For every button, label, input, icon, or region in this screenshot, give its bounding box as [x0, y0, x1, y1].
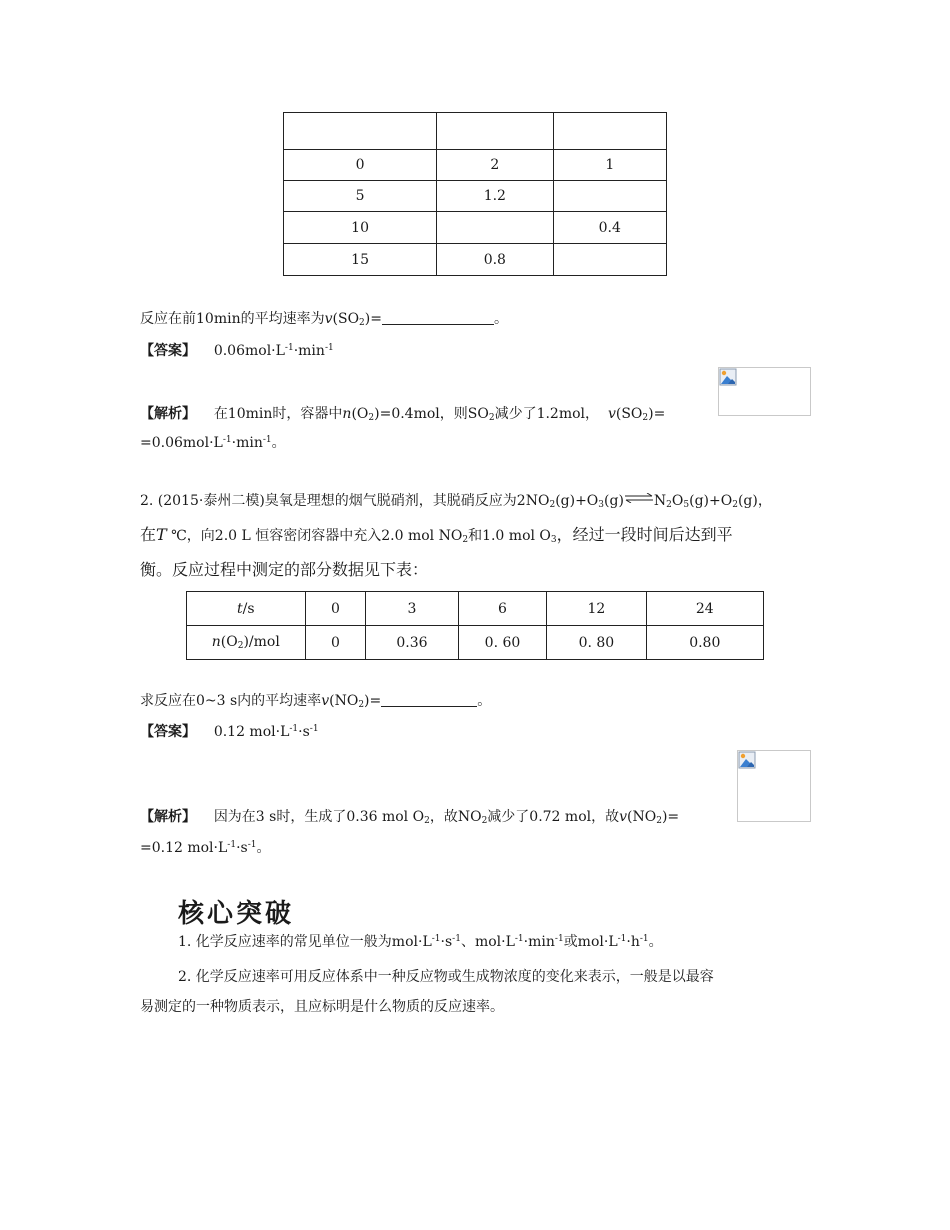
answer-value: 0.12 $mol\cdot L^{-1}\cdot s^{-1}$ [213, 724, 319, 740]
table1-cell: 1.2 [437, 181, 553, 212]
broken-image-icon [719, 368, 737, 386]
broken-image-icon [738, 751, 756, 769]
table1-cell [437, 212, 553, 244]
analysis-label: 【解析】 [140, 406, 196, 422]
answer-label: 【答案】 [140, 343, 196, 359]
q2-stem-line-1: 2. (2015·泰州二模)臭氧是理想的烟气脱硝剂，其脱硝反应为$2NO_2(g)+O_3(g)$ $N_2O_5(g)+O_2(g)$， [140, 493, 772, 510]
table2-cell: 0. 60 [458, 626, 546, 660]
table1-cell: 10 [284, 212, 437, 244]
table1-cell: 5 [284, 181, 437, 212]
data-table-2 [186, 591, 764, 660]
answer-blank[interactable] [381, 692, 477, 707]
analysis-label: 【解析】 [140, 809, 196, 825]
table2-cell: 0.80 [646, 626, 763, 660]
table1-cell [553, 181, 666, 212]
q1-question: 反应在前10min的平均速率为$v(SO_2)=$ 。 [140, 311, 508, 328]
table1-cell: 0.8 [437, 244, 553, 276]
table2-row-label: t/s [187, 592, 306, 626]
formula-image-placeholder [737, 750, 811, 822]
table-row [187, 592, 764, 626]
table1-cell: 2 [437, 150, 553, 181]
table2-row-label: $n(O_2)$/mol [187, 626, 306, 660]
q2-analysis: 【解析】 因为在3 s时，生成了0.36 mol $O_2$，故$NO_2$减少了0.72 mol，故$v(NO_2)=$ [140, 809, 680, 826]
table-row [284, 181, 667, 212]
table2-cell: 0. 80 [547, 626, 646, 660]
core-paragraph-1: 1. 化学反应速率的常见单位一般为$mol\cdot L^{-1}\cdot s^{-1}$、$mol\cdot L^{-1}\cdot\min^{-1}$或$mol\cdot L^{-1}\cdot h^{-1}$。 [178, 934, 663, 950]
table-row [284, 150, 667, 181]
q2-question: 求反应在0~3 s内的平均速率$v(NO_2)=$ 。 [140, 693, 492, 710]
table1-header-cell [553, 113, 666, 150]
table2-cell: 6 [458, 592, 546, 626]
q1-answer [140, 340, 334, 360]
core-paragraph-2-line-1: 2. 化学反应速率可用反应体系中一种反应物或生成物浓度的变化来表示，一般是以最容 [178, 969, 714, 985]
table-row [187, 626, 764, 660]
table2-cell: 12 [547, 592, 646, 626]
table1-header-cell [437, 113, 553, 150]
table2-cell: 0 [305, 592, 366, 626]
table1-cell: 0 [284, 150, 437, 181]
answer-value: $0.06mol\cdot L^{-1}\cdot\min^{-1}$ [213, 343, 334, 359]
q1-analysis-result: $=0.06mol\cdot L^{-1}\cdot\min^{-1}$。 [140, 435, 286, 451]
q1-analysis: 【解析】 在10min时，容器中$n(O_2)=0.4mol$，则$SO_2$减少了1.2mol， $v(SO_2)=$ [140, 406, 666, 423]
table2-cell: 0 [305, 626, 366, 660]
q2-stem-line-3: 衡。反应过程中测定的部分数据见下表： [140, 560, 429, 579]
q2-answer [140, 721, 319, 741]
formula-image-placeholder [718, 367, 811, 416]
answer-blank[interactable] [382, 310, 494, 325]
section-heading: 核心突破 [178, 899, 295, 929]
table-row [284, 212, 667, 244]
table1-cell: 15 [284, 244, 437, 276]
table2-cell: 3 [366, 592, 459, 626]
data-table-1 [283, 112, 667, 276]
core-paragraph-2-line-2: 易测定的一种物质表示，且应标明是什么物质的反应速率。 [140, 999, 504, 1015]
table2-cell: 24 [646, 592, 763, 626]
table1-cell [553, 244, 666, 276]
table1-cell: 1 [553, 150, 666, 181]
answer-label: 【答案】 [140, 724, 196, 740]
table2-cell: 0.36 [366, 626, 459, 660]
q2-analysis-result: =0.12 $mol\cdot L^{-1}\cdot s^{-1}$。 [140, 840, 271, 856]
q2-stem-line-2: 在T ℃，向2.0 L 恒容密闭容器中充入2.0 mol $NO_2$和1.0 mol $O_3$，经过一段时间后达到平 [140, 525, 733, 545]
equilibrium-arrow-icon [624, 493, 654, 503]
table-row [284, 244, 667, 276]
table1-header-cell [284, 113, 437, 150]
table1-cell: 0.4 [553, 212, 666, 244]
